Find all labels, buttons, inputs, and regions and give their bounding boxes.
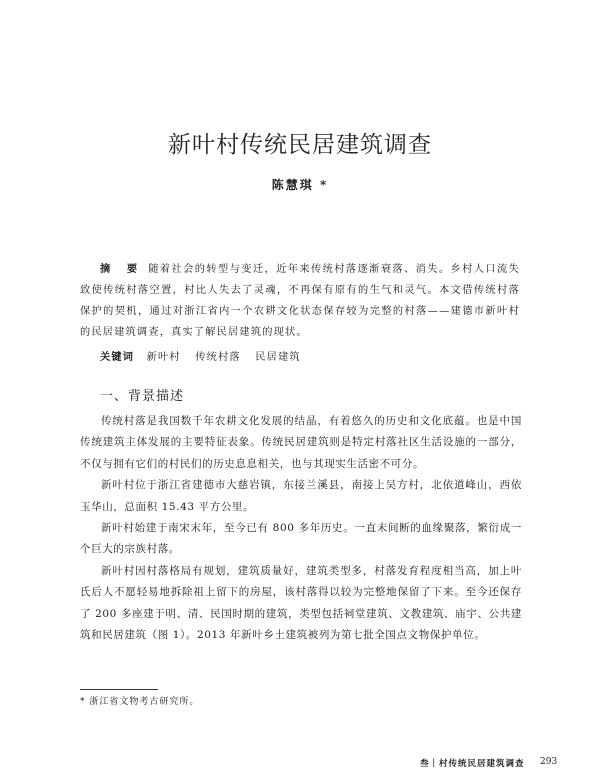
running-footer: 叁｜村传统民居建筑调查 <box>420 759 525 769</box>
abstract-text: 随着社会的转型与变迁，近年来传统村落逐渐衰落、消失。乡村人口流失致使传统村落空置，村比人失去了灵魂，不再保有原有的生气和灵气。本文借传统村落保护的契机，通过对浙江省内一个农耕文化状态保存较为完整的村落——建德市新叶村的民居建筑调查，真实了解民居建筑的现状。 <box>80 264 521 338</box>
keyword-item: 民居建筑 <box>255 352 301 363</box>
article-title: 新叶村传统民居建筑调查 <box>168 132 432 158</box>
body-paragraph: 新叶村因村落格局有规划，建筑质量好，建筑类型多，村落发育程度相当高，加上叶氏后人不愿轻易地拆除祖上留下的房屋，该村落得以较为完整地保留了下来。至今还保存了 200 多座建于明、清、民国时期的建筑，类型包括祠堂建筑、文教建筑、庙宇、公共建筑和民居建筑（图 1）。2013 年新叶乡土建筑被列为第七批全国点文物保护单位。 <box>80 564 522 642</box>
page-number: 293 <box>540 757 558 767</box>
section-heading: 一、背景描述 <box>100 389 185 404</box>
keyword-item: 新叶村 <box>146 352 181 363</box>
footnote: * 浙江省文物考古研究所。 <box>80 697 200 707</box>
abstract-label: 摘 要 <box>100 263 141 275</box>
body-paragraph: 新叶村始建于南宋末年，至今已有 800 多年历史。一直未间断的血缘聚落，繁衍成一个巨大的宗族村落。 <box>80 522 522 556</box>
body-paragraph: 新叶村位于浙江省建德市大慈岩镇，东接兰溪县，南接上吴方村，北依道峰山，西依玉华山，总面积 15.43 平方公里。 <box>80 479 522 513</box>
footnote-divider <box>80 689 158 690</box>
body-text <box>80 411 522 646</box>
keywords-label: 关键词 <box>100 351 135 363</box>
abstract <box>80 259 520 343</box>
keywords <box>100 348 520 363</box>
body-paragraph: 传统村落是我国数千年农耕文化发展的结晶，有着悠久的历史和文化底蕴。也是中国传统建筑主体发展的主要特征表象。传统民居建筑则是特定村落社区生活设施的一部分，不仅与拥有它们的村民们的历史息息相关，也与其现实生活密不可分。 <box>80 415 522 470</box>
author-name: 陈慧琪 * <box>271 178 329 192</box>
keyword-item: 传统村落 <box>195 352 241 363</box>
